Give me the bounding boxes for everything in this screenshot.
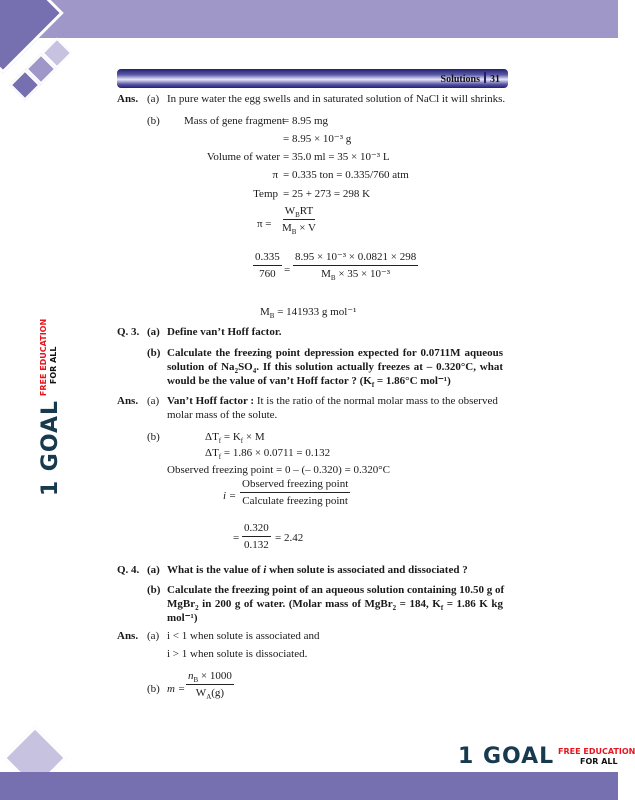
equation-lhs-fraction: $\frac{0.335}{760}$ (255, 251, 280, 280)
answer-text: Van’t Hoff factor : It is the ratio of the normal molar mass to the observed (167, 395, 498, 407)
result-fraction: $\frac{0.320}{0.132}$ (244, 522, 269, 551)
mass-value: = 8.95 mg (283, 115, 329, 127)
part-label: (a) (147, 93, 160, 105)
part-label: (b) (147, 683, 160, 695)
temp-label: Temp (253, 188, 278, 200)
part-label: (a) (147, 326, 160, 338)
question-text: mol⁻¹) (167, 612, 198, 624)
part-label: (b) (147, 115, 160, 127)
header-band (0, 0, 618, 38)
volume-label: Volume of water (206, 151, 280, 163)
pi-label: π (272, 169, 278, 181)
osmotic-formula: $W_BRT$ $M_B \times V$ (282, 205, 316, 237)
molar-mass-result: $M_B = 141933$ g mol⁻¹ (260, 306, 357, 321)
ans-label: Ans. (117, 395, 139, 407)
question-text: Calculate the freezing point of an aqueous solution containing 10.50 g of (167, 584, 505, 596)
part-label: (b) (147, 431, 160, 443)
answer-text: molar mass of the solute. (167, 409, 278, 421)
question-text: Define van’t Hoff factor. (167, 326, 282, 338)
i-lhs: i = (223, 490, 237, 502)
equals: = (233, 532, 240, 544)
equation-rhs-fraction: $\frac{\text{8.95 × 10⁻³ × 0.0821 × 298}}{M_B \times 35 \times 10^{-3}}$ (295, 251, 417, 283)
part-label: (a) (147, 630, 160, 642)
temp-value: = 25 + 273 = 298 K (283, 188, 371, 200)
page-number: 31 (490, 74, 500, 85)
question-text: would be the value of van’t Hoff factor ? ($K_f = 1.86^\circ C$ mol⁻¹) (167, 375, 451, 390)
footer-logo: 1 GOAL FREE EDUCATION FOR ALL (458, 744, 635, 769)
question-text: MgBr$_2$ in 200 g of water. (Molar mass of MgBr$_2$ = 184, $K_f = 1.86$ K kg (167, 598, 503, 613)
equals: = (284, 264, 291, 276)
footer-band (0, 772, 618, 800)
question-text: solution of $Na_2SO_4$. If this solution actually freezes at – 0.320°C, what (167, 361, 503, 376)
formula-lhs: π = (257, 218, 272, 230)
question-text: What is the value of i when solute is associated and dissociated ? (167, 564, 468, 576)
answer-text: i < 1 when solute is associated and (167, 630, 320, 642)
question-text: Calculate the freezing point depression expected for 0.0711M aqueous (167, 347, 503, 359)
chapter-header-bar (117, 69, 508, 88)
ans-label: Ans. (117, 93, 139, 105)
question-label: Q. 3. (117, 326, 140, 338)
question-label: Q. 4. (117, 564, 140, 576)
molality-fraction: $\frac{n_B \times 1000}{W_A(g)}$ (188, 670, 232, 702)
volume-value: = 35.0 ml = 35 × 10⁻³ L (283, 151, 390, 163)
answer-text: i > 1 when solute is dissociated. (167, 648, 308, 660)
molality-lhs: m = (167, 683, 186, 695)
mass-value-g: = 8.95 × 10⁻³ g (283, 133, 352, 145)
chapter-title: Solutions (440, 74, 480, 85)
vant-hoff-fraction: Observed freezing point Calculate freezing point (242, 478, 349, 507)
side-logo: 1 GOAL FREE EDUCATION FOR ALL (38, 318, 64, 497)
mass-label: Mass of gene fragment (184, 115, 286, 127)
part-label: (b) (147, 584, 161, 596)
part-label: (a) (147, 395, 160, 407)
answer-text: In pure water the egg swells and in saturated solution of NaCl it will shrinks. (167, 93, 506, 105)
pi-value: = 0.335 ton = 0.335/760 atm (283, 169, 409, 181)
vant-hoff-result: = 2.42 (275, 532, 304, 544)
delta-tf-formula: $\Delta T_f = K_f \times M$ (205, 431, 265, 446)
ans-label: Ans. (117, 630, 139, 642)
observed-freezing-point: Observed freezing point = 0 – (– 0.320) = 0.320°C (167, 464, 391, 476)
part-label: (b) (147, 347, 161, 359)
part-label: (a) (147, 564, 160, 576)
delta-tf-value: $\Delta T_f = 1.86 \times 0.0711 = 0.132$ (205, 447, 331, 462)
